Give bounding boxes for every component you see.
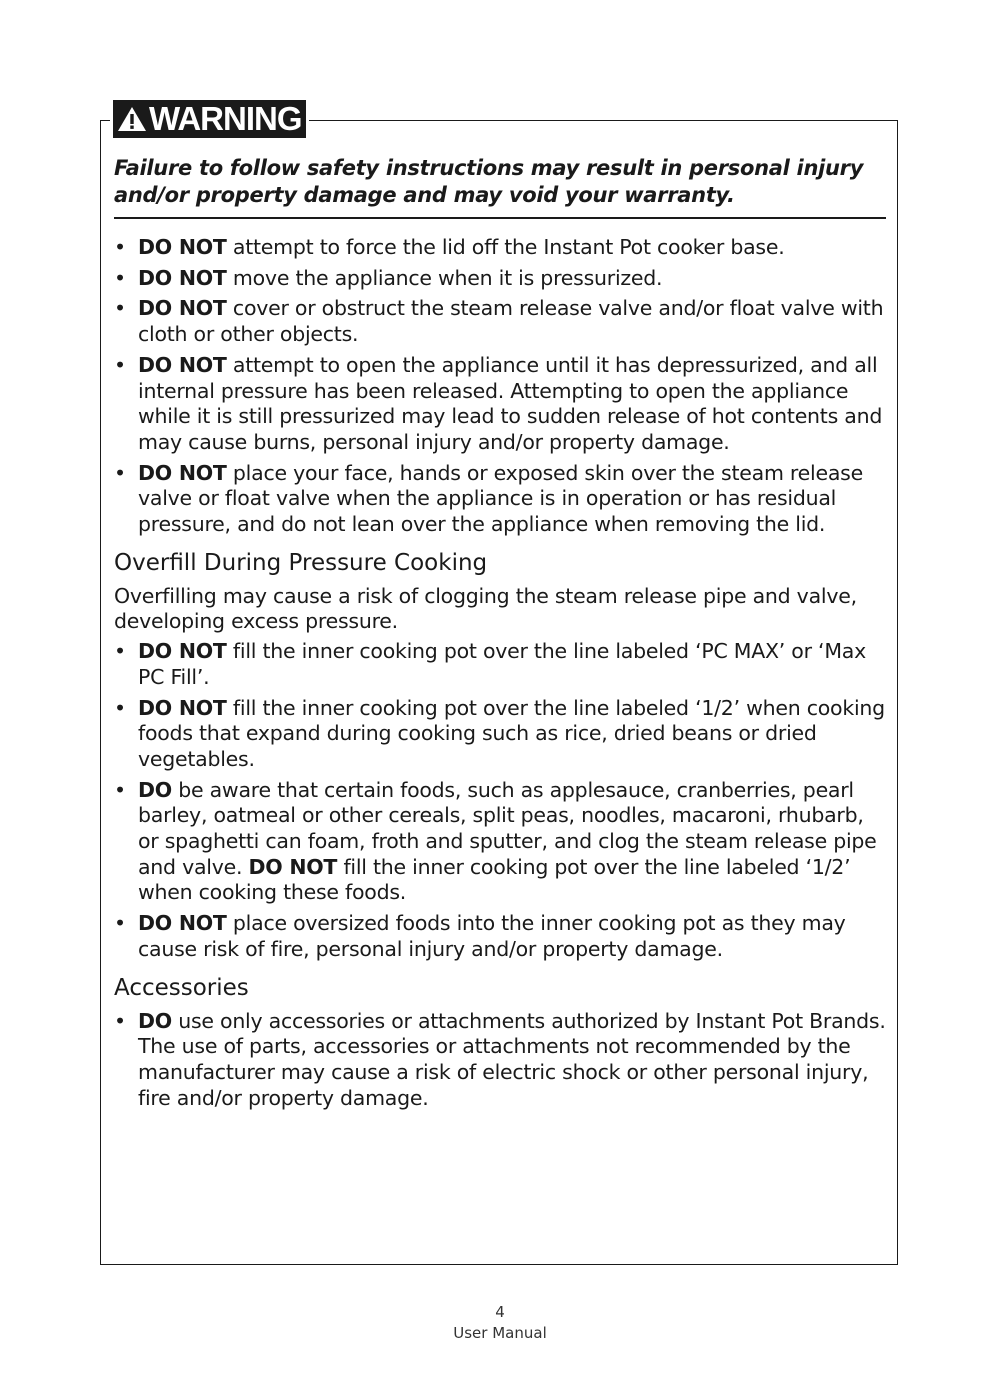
keyword: DO <box>138 1008 172 1033</box>
keyword: DO NOT <box>138 235 227 259</box>
item-text: place oversized foods into the inner cooking pot as they may cause risk of fire, personal injury and/or property damage. <box>138 911 846 961</box>
warning-label <box>113 100 306 138</box>
item-text: use only accessories or attachments authorized by Instant Pot Brands. The use of parts, accessories or attachments not recommended by the manufacturer may cause a risk of electric shock or other personal injury, fire and/or property damage. <box>138 1008 886 1110</box>
keyword: DO NOT <box>138 460 227 485</box>
warning-label-text: WARNING <box>149 100 302 137</box>
warning-intro: Failure to follow safety instructions may result in personal injury and/or property damage and may void your warranty. <box>114 156 864 207</box>
list-item <box>114 696 889 773</box>
section-intro-overfill: Overfilling may cause a risk of clogging the steam release pipe and valve, developing excess pressure. <box>114 583 857 634</box>
keyword: DO NOT <box>138 296 227 321</box>
item-text: fill the inner cooking pot over the line labeled ‘PC MAX’ or ‘Max PC Fill’. <box>138 639 866 689</box>
section2-list <box>114 639 889 962</box>
warning-content <box>114 235 889 1116</box>
item-text: place your face, hands or exposed skin over the steam release valve or float valve when the appliance is in operation or has residual pressure, and do not lean over the appliance when removing the lid. <box>138 460 863 537</box>
item-text: be aware that certain foods, such as applesauce, cranberries, pearl barley, oatmeal or other cereals, split peas, noodles, macaroni, rhubarb, or spaghetti can foam, froth and sputter, and clog the steam release pipe and valve. <box>138 777 877 879</box>
keyword: DO NOT <box>138 695 227 720</box>
keyword: DO NOT <box>138 911 227 936</box>
list-item <box>114 911 889 962</box>
footer-title: User Manual <box>453 1324 547 1342</box>
keyword: DO <box>138 777 172 802</box>
section1-list <box>114 235 889 538</box>
list-item <box>114 353 889 456</box>
list-item <box>114 266 889 292</box>
divider <box>114 217 886 219</box>
item-text: fill the inner cooking pot over the line labeled ‘1/2’ when cooking these foods. <box>138 854 851 905</box>
item-text: attempt to open the appliance until it has depressurized, and all internal pressure has been released. Attempting to open the appliance while it is still pressurized may lead to sudden release of hot contents and may cause burns, personal injury and/or property damage. <box>138 352 883 454</box>
warning-triangle-icon <box>117 106 147 132</box>
item-text: move the appliance when it is pressurized. <box>226 265 663 290</box>
section-heading-accessories: Accessories <box>114 974 249 1001</box>
list-item <box>114 461 889 538</box>
list-item <box>114 778 889 907</box>
item-text: attempt to force the lid off the Instant Pot cooker base. <box>226 235 785 259</box>
keyword: DO NOT <box>138 352 227 377</box>
keyword: DO NOT <box>248 854 338 879</box>
page-number: 4 <box>495 1303 505 1321</box>
list-item <box>114 639 889 690</box>
keyword: DO NOT <box>138 639 227 664</box>
item-text: fill the inner cooking pot over the line labeled ‘1/2’ when cooking foods that expand during cooking such as rice, dried beans or dried vegetables. <box>138 695 885 771</box>
section3-list <box>114 1009 889 1112</box>
keyword: DO NOT <box>138 265 227 290</box>
item-text: cover or obstruct the steam release valve and/or float valve with cloth or other objects. <box>138 296 884 347</box>
list-item <box>114 235 889 261</box>
list-item <box>114 296 889 347</box>
section-heading-overfill: Overfill During Pressure Cooking <box>114 549 488 576</box>
list-item <box>114 1009 889 1112</box>
